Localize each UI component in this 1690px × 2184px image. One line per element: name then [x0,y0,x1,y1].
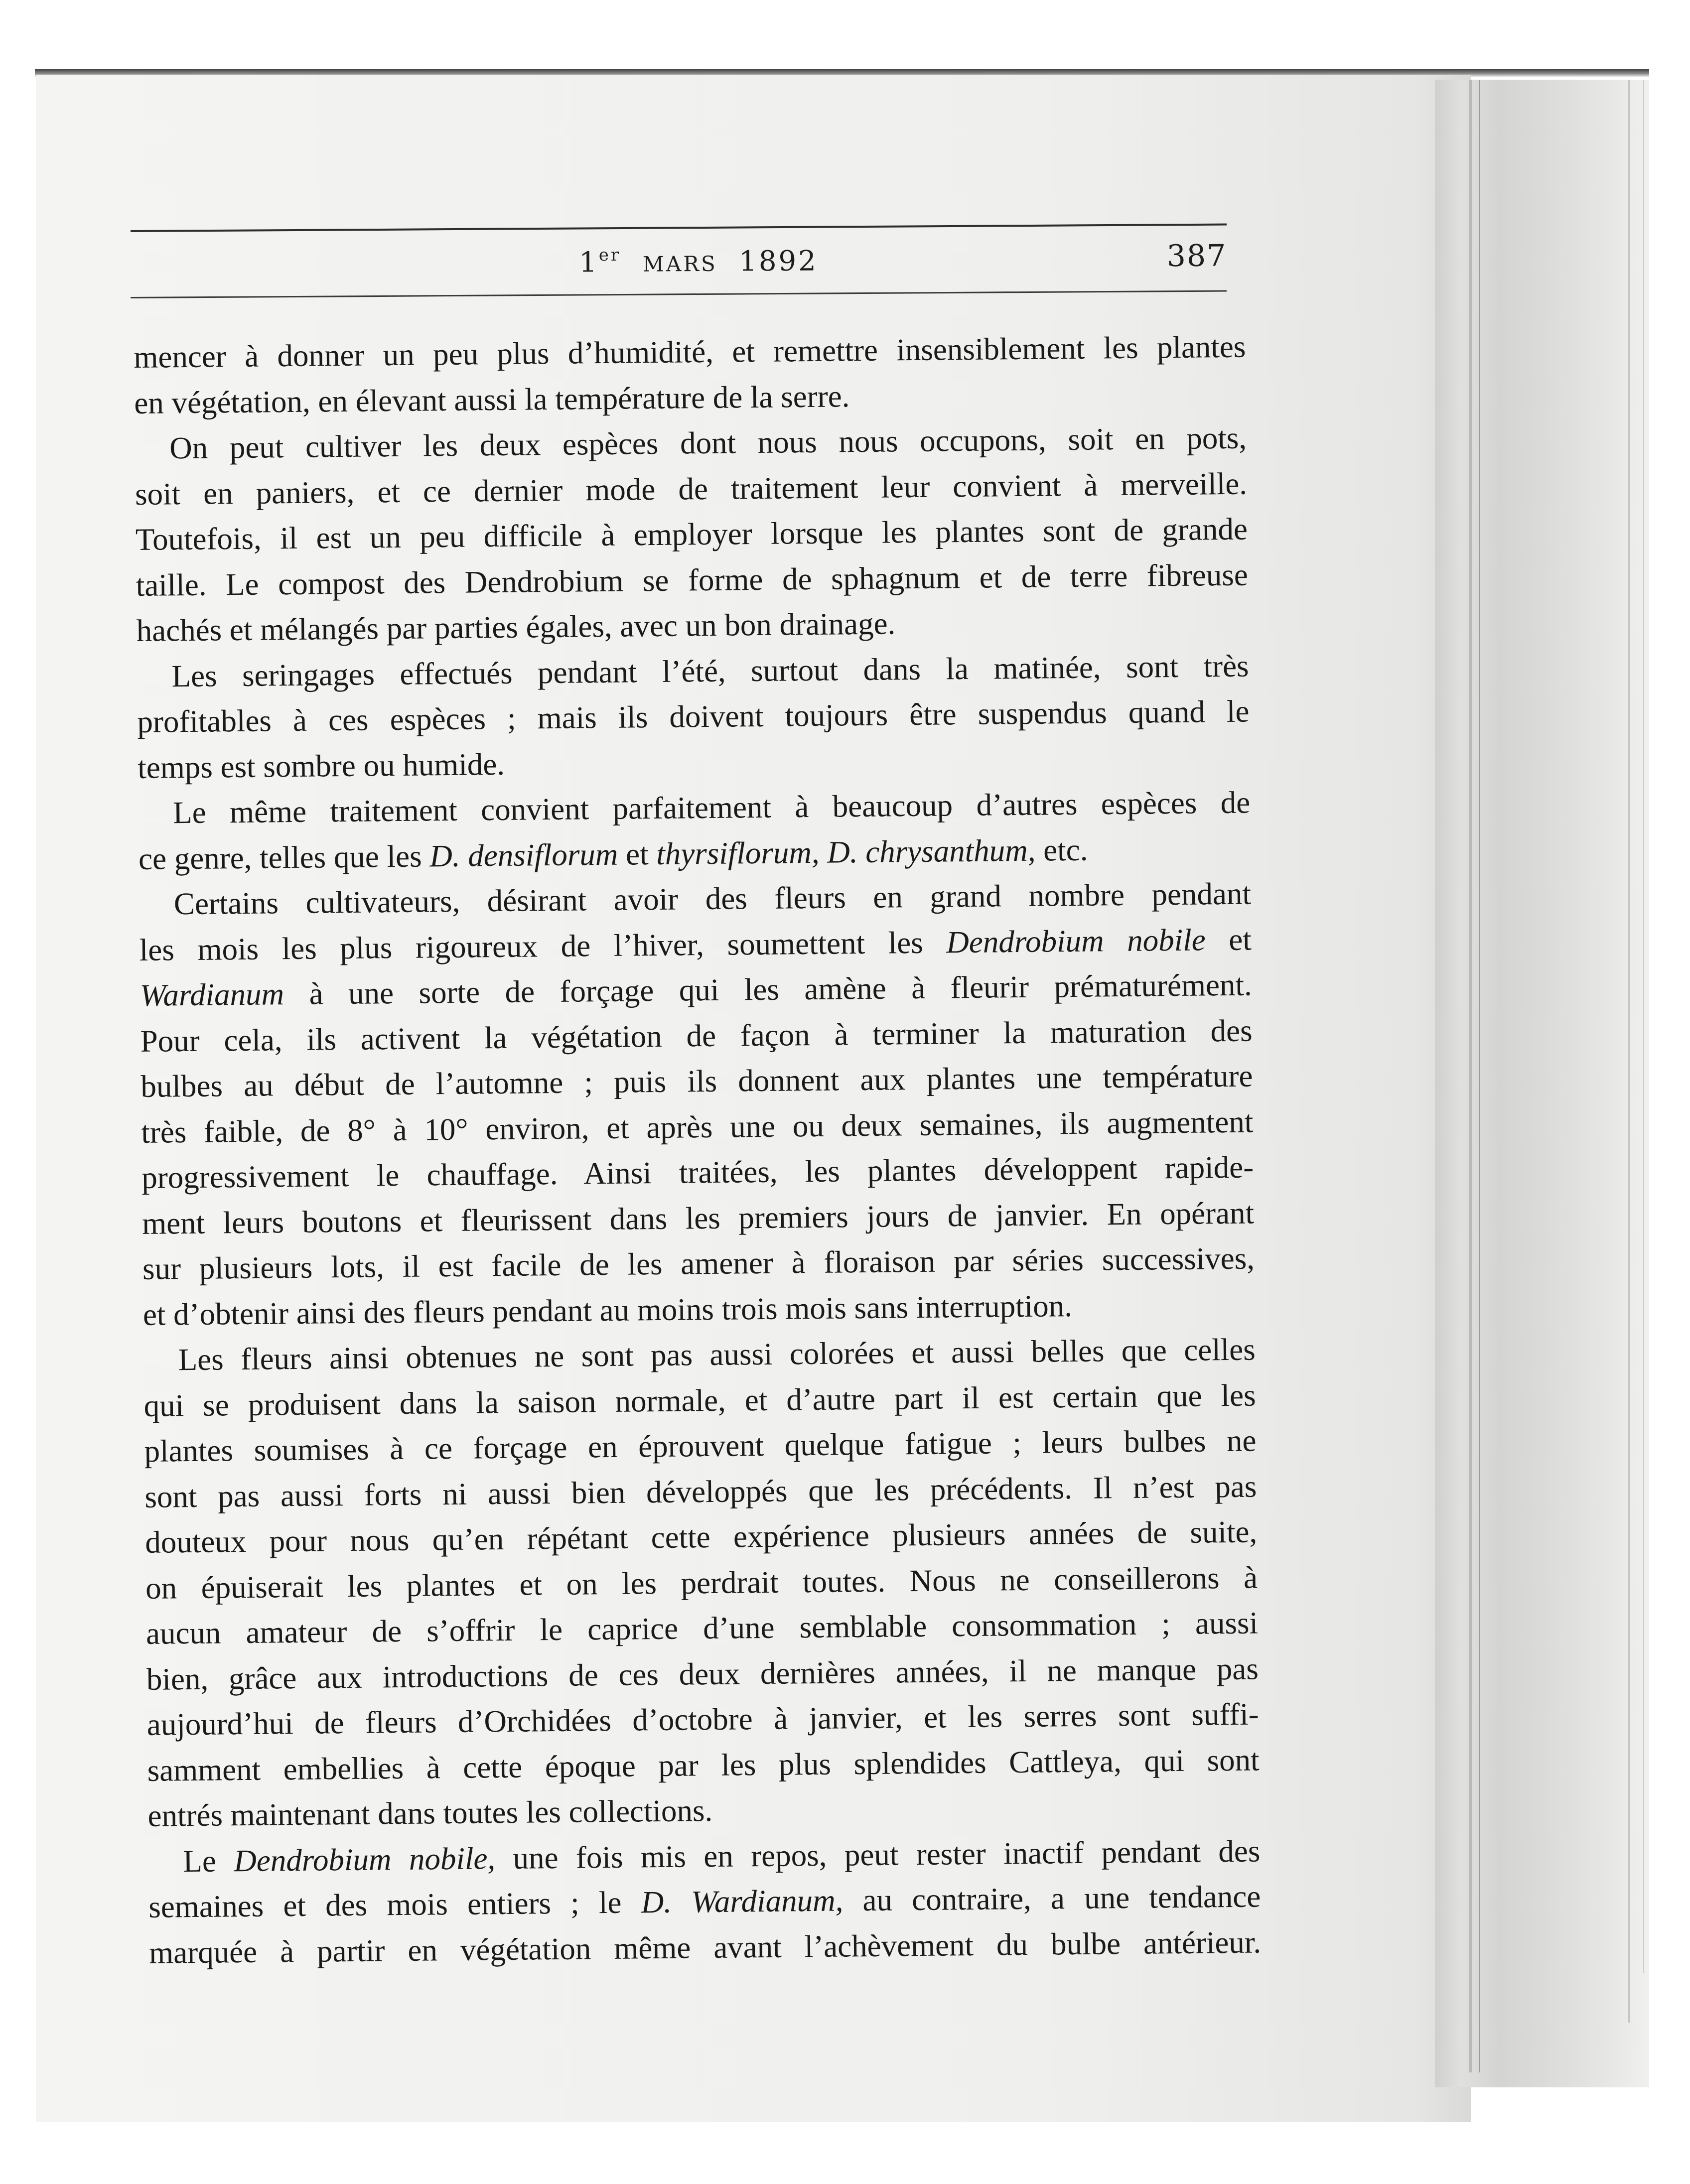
text-line: on épuiserait les plantes et on les perdrait toutes. Nous ne conseillerons à [145,1559,1258,1606]
text-line: douteux pour nous qu’en répétant cette expérience plusieurs années de suite, [144,1514,1258,1560]
text-line: taille. Le compost des Dendrobium se forme de sphagnum et de terre fibreuse [136,557,1249,603]
species-name: D. Wardianum, [641,1883,844,1920]
gutter-fold-line [1628,80,1630,2023]
text-line: samment embellies à cette époque par les plus splendides Cattleya, qui sont [147,1742,1260,1788]
text-line: Pour cela, ils activent la végétation de façon à terminer la maturation des [140,1013,1253,1059]
text-run: une fois mis en repos, peut rester inactif pendant des [495,1833,1261,1876]
text-line: ment leurs boutons et fleurissent dans les premiers jours de janvier. En opérant [141,1195,1255,1241]
text-line: bien, grâce aux introductions de ces deux dernières années, il ne manque pas [146,1650,1259,1697]
text-line: Le même traitement convient parfaitement à beaucoup d’autres espèces de [172,785,1251,830]
text-run: ce genre, telles que les [138,838,430,876]
species-name: thyrsiflorum, D. chrysanthum, [656,832,1036,871]
text-line: aujourd’hui de fleurs d’Orchidées d’octobre à janvier, et les serres sont suffi- [146,1696,1260,1742]
text-run: au contraire, a une tendance [843,1879,1261,1918]
text-line: Les seringages effectués pendant l’été, surtout dans la matinée, sont très [171,648,1249,693]
text-run: à une sorte de forçage qui les amène à fleurir prématurément. [283,967,1252,1012]
text-line: profitables à ces espèces ; mais ils doivent toujours être suspendus quand le [137,693,1250,739]
gutter-fold-line [1469,80,1472,2072]
text-line: Certains cultivateurs, désirant avoir des fleurs en grand nombre pendant [173,876,1252,922]
body-text [134,324,1262,1976]
text-line: aucun amateur de s’offrir le caprice d’une semblable consommation ; aussi [145,1605,1259,1651]
header-month: MARS [642,251,717,276]
text-line: progressivement le chauffage. Ainsi traitées, les plantes développent rapide- [141,1149,1254,1195]
text-line: bulbes au début de l’automne ; puis ils donnent aux plantes une température [141,1058,1253,1104]
text-line: Toutefois, il est un peu difficile à employer lorsque les plantes sont de grande [135,511,1248,557]
text-line: entrés maintenant dans toutes les collections. [147,1792,713,1833]
text-line: en végétation, en élevant aussi la température de la serre. [134,378,850,420]
text-run: semaines et des mois entiers ; le [148,1885,641,1924]
text-line: sont pas aussi forts ni aussi bien développés que les précédents. Il n’est pas [144,1468,1257,1514]
text-run: et [617,836,657,872]
header-date [579,244,818,279]
gutter-fold-line [1643,80,1644,1973]
text-line: hachés et mélangés par parties égales, avec un bon drainage. [136,606,896,648]
page-number: 387 [1166,238,1227,274]
text-line: Les fleurs ainsi obtenues ne sont pas aussi colorées et aussi belles que celles [178,1332,1256,1377]
gutter-fold-line [1479,80,1480,2072]
text-line: et d’obtenir ainsi des fleurs pendant au moins trois mois sans interruption. [142,1288,1073,1332]
species-name: Wardianum [140,976,284,1013]
text-run: etc. [1035,832,1088,868]
text-run: les mois les plus rigoureux de l’hiver, soumettent les [139,924,947,967]
text-run: et [1205,922,1252,957]
text-line: plantes soumises à ce forçage en éprouvent quelque fatigue ; leurs bulbes ne [144,1423,1257,1469]
species-name: D. densiflorum [429,836,618,873]
text-run: Le [183,1843,234,1879]
text-line: très faible, de 8° à 10° environ, et après une ou deux semaines, ils augmentent [141,1104,1254,1150]
header-day: 1 [579,246,599,279]
header-year: 1892 [739,245,818,278]
text-line: qui se produisent dans la saison normale, et d’autre part il est certain que les [143,1377,1256,1423]
text-line: marquée à partir en végétation même avant l’achèvement du bulbe antérieur. [148,1924,1262,1970]
text-line: mencer à donner un peu plus d’humidité, et remettre insensiblement les plantes [134,329,1246,375]
book-gutter [1435,80,1649,2087]
species-name: Dendrobium nobile, [233,1840,496,1878]
text-line: On peut cultiver les deux espèces dont nous nous occupons, soit en pots, [169,420,1247,466]
header-day-suffix: er [598,245,621,266]
species-name: Dendrobium nobile [946,922,1206,959]
running-header [131,232,1227,293]
text-line: temps est sombre ou humide. [138,746,505,785]
text-line: sur plusieurs lots, il est facile de les amener à floraison par séries successives, [142,1240,1255,1286]
text-line: soit en paniers, et ce dernier mode de traitement leur convient à merveille. [135,466,1248,512]
